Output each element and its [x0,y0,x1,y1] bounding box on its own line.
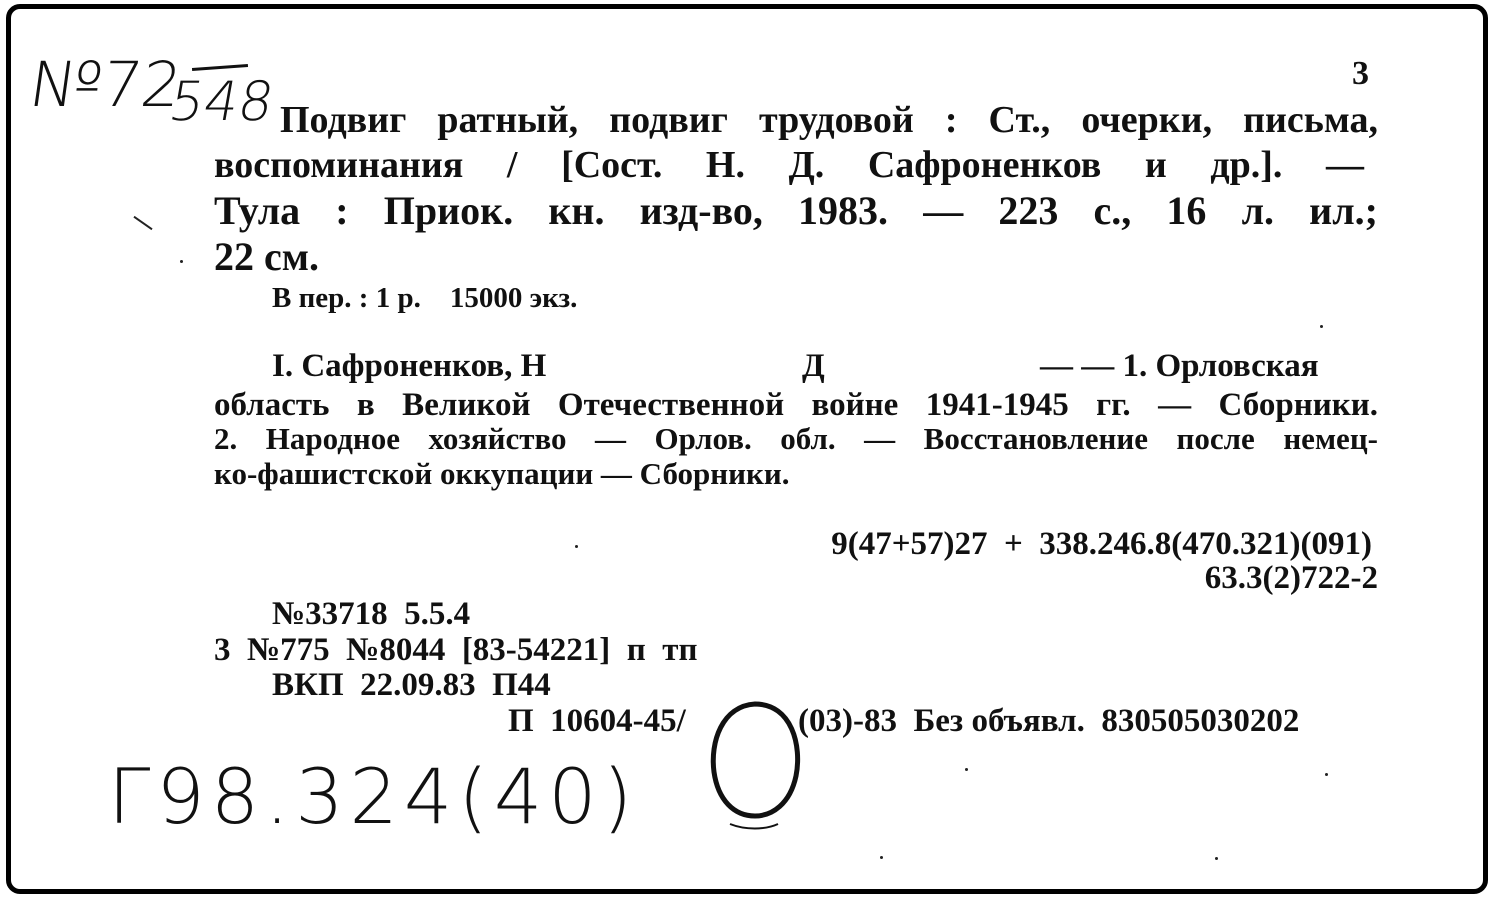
scan-speck [1215,857,1218,860]
handwritten-number: №72 [24,48,187,121]
subject-line-1-a: I. Сафроненков, Н [272,348,547,384]
scan-speck [880,856,883,859]
handwritten-number-suffix: 548 [164,70,279,133]
scan-speck [1325,773,1328,776]
title-line-4: 22 см. [214,234,319,279]
scan-speck [180,260,183,263]
code-line-4-b: (03)-83 Без объявл. 830505030202 [798,703,1300,739]
scan-speck [575,545,578,548]
scan-speck [965,768,968,771]
subject-line-1-b: Д [802,348,825,384]
code-line-4-a: П 10604-45/ [508,703,686,739]
code-line-3: ВКП 22.09.83 П44 [272,667,551,703]
price-line: В пер. : 1 р. 15000 экз. [272,282,578,314]
subject-line-4: ко-фашистской оккупации — Сборники. [214,456,790,491]
subject-line-1-c: — — 1. Орловская [1040,348,1319,384]
title-line-3: Тула : Приок. кн. изд-во, 1983. — 223 с., 16 л. ил.; [214,188,1378,233]
code-line-1: №33718 5.5.4 [272,596,471,632]
code-line-2: 3 №775 №8044 [83-54221] п тп [214,632,698,668]
scan-speck [1320,325,1323,328]
title-line-1: Подвиг ратный, подвиг трудовой : Ст., очерки, письма, [280,99,1378,141]
subject-line-2: область в Великой Отечественной войне 1941-1945 гг. — Сборники. [214,387,1378,423]
punch-hole [700,696,810,831]
handwritten-shelfmark: Г98.324(40) [108,752,639,841]
classification-line-1: 9(47+57)27 + 338.246.8(470.321)(091) [831,526,1372,562]
title-line-2: воспоминания / [Сост. Н. Д. Сафроненков и др.]. — [214,144,1364,186]
page-number: 3 [1352,55,1369,92]
subject-line-3: 2. Народное хозяйство — Орлов. обл. — Восстановление после немец- [214,421,1378,456]
classification-line-2: 63.3(2)722-2 [1204,560,1378,596]
